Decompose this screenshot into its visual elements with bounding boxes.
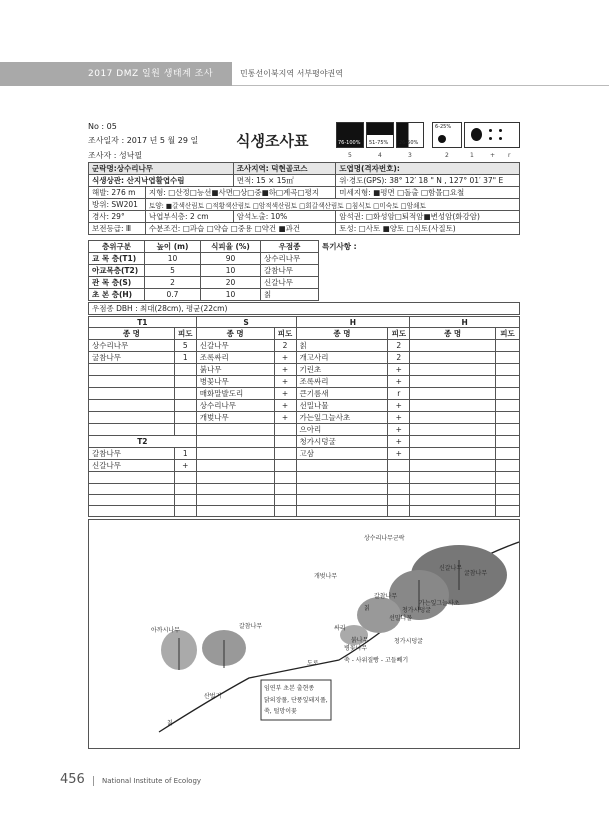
- label-byeongkkot: 병꽃나무: [344, 645, 368, 652]
- species-name: 개벚나무: [196, 412, 274, 424]
- label-gaebeot: 개벚나무: [314, 573, 338, 580]
- survey-number: No : 05: [88, 122, 117, 131]
- conservation-grade: 보전등급: Ⅲ: [89, 223, 146, 235]
- plot-area: 면적: 15 × 15㎡: [233, 175, 336, 187]
- species-degree: [388, 472, 410, 483]
- species-degree: [495, 460, 519, 472]
- scale-number: 1: [470, 152, 474, 159]
- species-degree: [495, 364, 519, 376]
- layer-height: 5: [145, 265, 201, 277]
- species-name: [89, 376, 175, 388]
- slope: 경사: 29°: [89, 211, 146, 223]
- footer-divider: [93, 776, 94, 786]
- layer-cover: 10: [201, 265, 261, 277]
- label-galcham: 갈참나무: [239, 623, 263, 630]
- species-degree: 5: [174, 340, 196, 352]
- layer-dominant: 신갈나무: [261, 277, 319, 289]
- species-name: 선밀나물: [296, 400, 388, 412]
- species-name: [89, 400, 175, 412]
- species-degree: [174, 506, 196, 517]
- layer-dominant: 칡: [261, 289, 319, 301]
- scale-number: 4: [378, 152, 382, 159]
- species-name: 고삼: [296, 448, 388, 460]
- species-degree: +: [274, 388, 296, 400]
- group-h: H: [296, 317, 410, 328]
- species-name: [296, 494, 388, 505]
- moisture-condition: 수분조건: □과습 □약습 □중용 □약건 ■과건: [145, 223, 335, 235]
- species-name: [196, 448, 274, 460]
- species-name: 조록싸리: [296, 376, 388, 388]
- layer-name: 교 목 층(T1): [89, 253, 145, 265]
- species-row: [89, 472, 520, 483]
- species-name: 매화말발도리: [196, 388, 274, 400]
- species-degree: [174, 472, 196, 483]
- species-name: [410, 494, 496, 505]
- label-akasia: 아까시나무: [151, 627, 180, 634]
- species-name: [89, 506, 175, 517]
- organization-name: National Institute of Ecology: [102, 777, 202, 785]
- species-degree: [495, 352, 519, 364]
- micro-terrain: 미세지형: ■평면 □돌출 □함몰□요철: [336, 187, 520, 199]
- species-degree: [274, 436, 296, 448]
- species-name: [196, 472, 274, 483]
- species-degree: +: [174, 460, 196, 472]
- box-line: 닭의장풀, 단풍잎돼지풀,: [264, 697, 328, 704]
- scale-box-3: 26-50%: [396, 122, 424, 148]
- dominant-dbh: 우점종 DBH : 최대(28cm), 평균(22cm): [89, 303, 520, 315]
- species-degree: +: [274, 400, 296, 412]
- species-degree: +: [274, 376, 296, 388]
- species-name: 신갈나무: [89, 460, 175, 472]
- species-degree: +: [388, 412, 410, 424]
- species-name: 굴참나무: [89, 352, 175, 364]
- species-name: 기린초: [296, 364, 388, 376]
- species-degree: [388, 494, 410, 505]
- aspect: 방위: SW201: [89, 199, 146, 211]
- col-cover: 식피율 (%): [201, 241, 261, 253]
- species-name: 개고사리: [296, 352, 388, 364]
- label-sangsuri: 상수리나무군락: [364, 535, 405, 542]
- label-chunggasi: 청가시덩굴: [394, 638, 423, 645]
- species-name: T2: [89, 436, 197, 448]
- species-degree: +: [388, 448, 410, 460]
- scale-number: 2: [445, 152, 449, 159]
- layer-cover: 20: [201, 277, 261, 289]
- investigator: 조사자 : 성낙필: [88, 151, 143, 160]
- species-name: [296, 506, 388, 517]
- species-name: [410, 412, 496, 424]
- species-degree: [495, 436, 519, 448]
- species-name: [89, 424, 175, 436]
- layer-height: 0.7: [145, 289, 201, 301]
- species-name: [410, 472, 496, 483]
- species-degree: +: [388, 376, 410, 388]
- species-name: 신갈나무: [196, 340, 274, 352]
- species-degree: 2: [274, 340, 296, 352]
- page-title: 식생조사표: [236, 132, 309, 150]
- species-name: [410, 364, 496, 376]
- species-row: [89, 364, 520, 376]
- species-degree: [174, 376, 196, 388]
- terrain: 지형: □산정□능선■사면□상□중■하□계곡□평지: [145, 187, 335, 199]
- species-name: [89, 364, 175, 376]
- scale-box-2: 6-25%: [432, 122, 462, 148]
- species-degree: [495, 376, 519, 388]
- species-degree: +: [274, 364, 296, 376]
- species-degree: 2: [388, 340, 410, 352]
- page-number: 456: [60, 772, 85, 787]
- species-name: [410, 352, 496, 364]
- scale-number: +: [490, 152, 496, 159]
- label-chik: 칡: [364, 605, 370, 612]
- layer-name: 초 본 층(H): [89, 289, 145, 301]
- col-degree: 피도: [174, 328, 196, 340]
- layer-cover: 10: [201, 289, 261, 301]
- map-sheet: 도엽명(격자번호):: [336, 163, 520, 175]
- species-name: [410, 388, 496, 400]
- label-seonmil: 선밀나물: [389, 615, 413, 622]
- label-garneunip: 가는잎그늘사초: [419, 600, 460, 607]
- species-degree: [388, 460, 410, 472]
- litter-depth: 낙엽부식층: 2 cm: [145, 211, 233, 223]
- group-t1: T1: [89, 317, 197, 328]
- species-name: 상수리나무: [89, 340, 175, 352]
- species-degree: [174, 483, 196, 494]
- species-name: [296, 483, 388, 494]
- species-degree: [174, 494, 196, 505]
- species-degree: [174, 412, 196, 424]
- survey-date: 조사일자 : 2017 년 5 월 29 일: [88, 136, 199, 145]
- species-degree: [495, 494, 519, 505]
- species-name: [89, 494, 175, 505]
- profile-drawing: [89, 520, 519, 748]
- species-name: [410, 340, 496, 352]
- species-name: 칡: [296, 340, 388, 352]
- species-row: [89, 376, 520, 388]
- col-species-name: 종 명: [196, 328, 274, 340]
- species-degree: +: [274, 352, 296, 364]
- species-row: [89, 412, 520, 424]
- species-name: 상수리나무: [196, 400, 274, 412]
- header-rule: [232, 85, 609, 86]
- species-name: [410, 400, 496, 412]
- rock-exposure: 암석노출: 10%: [233, 211, 336, 223]
- species-row: [89, 352, 520, 364]
- gps-coordinates: 위·경도(GPS): 38° 12′ 18 " N , 127° 01′ 37" E: [336, 175, 520, 187]
- species-row: [89, 388, 520, 400]
- species-name: 붉나무: [196, 364, 274, 376]
- box-title: 임연부 초본 출현종: [264, 685, 315, 692]
- species-degree: +: [388, 364, 410, 376]
- species-row: [89, 448, 520, 460]
- species-degree: [495, 424, 519, 436]
- species-name: [196, 494, 274, 505]
- community-name: 군락명:상수리나무: [89, 163, 234, 175]
- species-degree: r: [388, 388, 410, 400]
- species-name: 조록싸리: [196, 352, 274, 364]
- species-degree: 2: [388, 352, 410, 364]
- species-name: [410, 483, 496, 494]
- species-degree: +: [274, 412, 296, 424]
- site-info-table: [88, 162, 520, 235]
- label-ssuk: 쑥 - 사위질빵 - 고들빼기: [344, 657, 409, 664]
- species-name: [89, 388, 175, 400]
- layer-name: 아교목층(T2): [89, 265, 145, 277]
- species-name: [196, 424, 274, 436]
- species-degree: +: [388, 424, 410, 436]
- species-degree: [388, 506, 410, 517]
- region-title: 민통선이북지역 서부평야권역: [240, 69, 344, 78]
- survey-location: 조사지역: 덕현골코스: [233, 163, 336, 175]
- scale-number: 5: [348, 152, 352, 159]
- remarks: 특기사항 :: [319, 241, 521, 301]
- species-degree: [495, 483, 519, 494]
- species-name: [410, 448, 496, 460]
- layer-name: 관 목 층(S): [89, 277, 145, 289]
- col-degree: 피도: [495, 328, 519, 340]
- species-degree: [274, 460, 296, 472]
- col-species-name: 종 명: [410, 328, 496, 340]
- species-degree: [495, 448, 519, 460]
- species-name: [410, 376, 496, 388]
- scale-number: r: [508, 152, 511, 159]
- col-degree: 피도: [388, 328, 410, 340]
- label-galcham: 갈참나무: [374, 593, 398, 600]
- label-chunggasi: 청가시덩굴: [402, 607, 431, 614]
- altitude: 해발: 276 m: [89, 187, 146, 199]
- species-name: [89, 412, 175, 424]
- species-name: [196, 483, 274, 494]
- scale-box-1: [464, 122, 520, 148]
- species-row: [89, 483, 520, 494]
- species-name: 갈참나무: [89, 448, 175, 460]
- species-degree: +: [388, 400, 410, 412]
- species-row: [89, 460, 520, 472]
- species-degree: +: [388, 436, 410, 448]
- group-h2: H: [410, 317, 520, 328]
- species-name: [410, 460, 496, 472]
- soil-texture: 토성: □사토 ■양토 □식토(사질토): [336, 223, 520, 235]
- label-sinkal: 신갈나무: [439, 565, 463, 572]
- species-name: [196, 436, 274, 448]
- label-ssari: 싸리: [334, 625, 346, 632]
- species-row: [89, 340, 520, 352]
- species-name: [296, 472, 388, 483]
- bedrock: 암석권: □화성암□퇴적암■변성암(화강암): [336, 211, 520, 223]
- species-degree: [274, 472, 296, 483]
- species-name: [89, 472, 175, 483]
- species-row: [89, 494, 520, 505]
- species-degree: [495, 412, 519, 424]
- species-name: [89, 483, 175, 494]
- species-name: 병꽃나무: [196, 376, 274, 388]
- species-row: [89, 506, 520, 517]
- label-road: 도로: [307, 660, 319, 667]
- layer-dominant: 상수리나무: [261, 253, 319, 265]
- scale-number: 3: [408, 152, 412, 159]
- label-sanbeolgi: 산벌기: [204, 693, 222, 700]
- species-degree: 1: [174, 352, 196, 364]
- species-name: 으아리: [296, 424, 388, 436]
- tree-clusters: [161, 545, 507, 670]
- species-row: [89, 400, 520, 412]
- species-name: 큰기름새: [296, 388, 388, 400]
- species-degree: [388, 483, 410, 494]
- col-species-name: 종 명: [296, 328, 388, 340]
- species-name: 청가시덩굴: [296, 436, 388, 448]
- report-title: 2017 DMZ 일원 생태계 조사: [88, 69, 214, 79]
- layer-height: 10: [145, 253, 201, 265]
- species-row: [89, 436, 520, 448]
- col-layer: 층위구분: [89, 241, 145, 253]
- soil-type: 토양: ■갈색산림토 □적황색산림토 □암적색산림토 □회갈색산림토 □침식토 □미숙토 □암쇄토: [145, 199, 519, 211]
- layer-cover: 90: [201, 253, 261, 265]
- species-degree: [274, 424, 296, 436]
- label-chik: 칡: [167, 720, 173, 727]
- species-name: [196, 460, 274, 472]
- species-name: [410, 436, 496, 448]
- layer-height: 2: [145, 277, 201, 289]
- species-degree: [174, 424, 196, 436]
- species-degree: [274, 448, 296, 460]
- label-bulk: 붉나무: [351, 637, 369, 644]
- group-s: S: [196, 317, 296, 328]
- species-degree: [495, 340, 519, 352]
- species-name: [410, 506, 496, 517]
- col-height: 높이 (m): [145, 241, 201, 253]
- species-table: [88, 316, 520, 517]
- species-name: [410, 424, 496, 436]
- box-line: 쑥, 털망이꽃: [264, 708, 297, 715]
- species-degree: [495, 506, 519, 517]
- col-species-name: 종 명: [89, 328, 175, 340]
- scale-box-5: 76-100%: [336, 122, 364, 148]
- col-degree: 피도: [274, 328, 296, 340]
- label-gulcham: 굴참나무: [464, 570, 488, 577]
- scale-box-4: 51-75%: [366, 122, 394, 148]
- species-degree: [174, 388, 196, 400]
- species-name: [196, 506, 274, 517]
- species-degree: [495, 400, 519, 412]
- species-degree: [174, 400, 196, 412]
- layer-dominant: 갈참나무: [261, 265, 319, 277]
- species-name: 가는잎그늘사초: [296, 412, 388, 424]
- species-degree: [495, 472, 519, 483]
- species-degree: [274, 494, 296, 505]
- species-degree: 1: [174, 448, 196, 460]
- vegetation-profile: [88, 519, 520, 749]
- species-degree: [495, 388, 519, 400]
- species-degree: [274, 506, 296, 517]
- species-row: [89, 424, 520, 436]
- dbh-table: [88, 302, 520, 315]
- species-degree: [274, 483, 296, 494]
- col-dominant: 우점종: [261, 241, 319, 253]
- vegetation-type: 식생상관: 산지낙엽활엽수림: [89, 175, 234, 187]
- species-name: [296, 460, 388, 472]
- layer-table: [88, 240, 520, 301]
- species-degree: [174, 364, 196, 376]
